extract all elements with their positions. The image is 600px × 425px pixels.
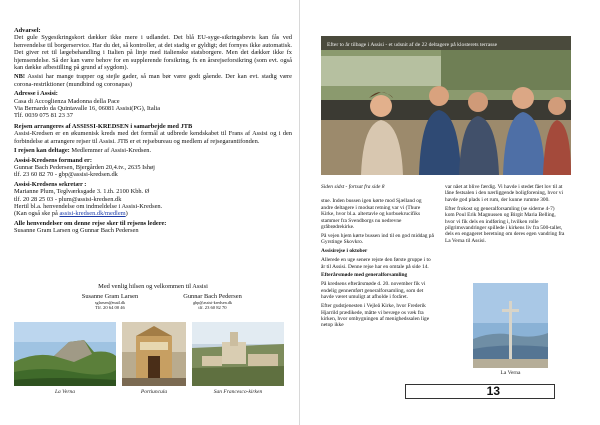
paragraph: På vejen hjem kørte bussen ind til en god middag på Gyrstinge Skovkro.	[321, 232, 434, 246]
section-intro: Siden sidst - fortsat fra side 8	[321, 184, 385, 190]
paragraph: var nået at blive færdig. Vi havde i stedet fået lov til at låne festsalen i den nærliggende boligforening, hvor vi havde god plads i et rum, der kunne rumme 300.	[445, 184, 563, 203]
sekretaer-line: Marianne Plum, Teglværksgade 3. 1.th. 2100 Kbh. Ø	[14, 188, 150, 196]
nb-body: Assisi har mange trapper og stejle gader, så man bør være godt gående. Der kan evt. stadig være corona-restriktioner (mundbind og coronapas)	[14, 73, 292, 88]
adresse-title: Adresse i Assisi:	[14, 90, 58, 98]
sig1-email: sglarsen@mail.dk	[94, 300, 126, 306]
advarsel-title: Advarsel:	[14, 27, 41, 34]
sig1-name: Susanne Gram Larsen	[81, 293, 139, 300]
kan-ogsaa-text: (Kan også ske på	[14, 210, 60, 218]
formand-title: Assisi-Kredsens formand er:	[14, 156, 92, 164]
paragraph: På kredsens efterårsmøde d. 20. november fik vi endelig gennemført generalforsamling, som det havde været umuligt at afholde i foråret.	[321, 281, 426, 301]
formand-line: tlf. 23 60 82 70 - gbp@assisi-kredsen.dk	[14, 171, 118, 179]
paragraph: Efter frokost og generalforsamling (se siderne 4-7) kom Poul Erik Magnussen og Birgit Maria Belling, hvor vi fik dels en indføring i, hvilken rolle pilgrimsvandringer spillede i kirkens liv fra 500-tallet, dels en engageret beretning om deres egen vandring fra La Verna til Assisi.	[445, 205, 565, 244]
advarsel-body: Det gule Sygesikringskort dækker ikke mere i udlandet. Det blå EU-syge-sikringsbevis kan fås ved henvendelse til borgerservice. Har du det, så kontroller, at det stadig er gyldigt; det fornyes ikke automatisk. Det giver ret til lægebehandling i Italien på linje med italienske statsborgere. Men det dækker ikke fx hjemsendelse. Så der kan være behov for en supplerende forsikring, fx en årsrejseforsikring (som evt. også kan dække afbestilling på grund af sygdom).	[14, 34, 292, 72]
signature-2	[160, 293, 265, 311]
alle-title: Alle henvendelser om denne rejse sker til rejsens ledere:	[14, 219, 167, 227]
san-francesco-photo	[192, 322, 284, 386]
portiuncula-photo	[122, 322, 186, 386]
paragraph: Allerede en uge senere rejste den første gruppe i to år til Assisi. Denne rejse har en omtale på side 14.	[321, 257, 431, 270]
photo-caption: Portiuncula	[140, 389, 168, 395]
sekretaer-title: Assisi-Kredsens sekretær :	[14, 180, 87, 188]
signature-1	[55, 293, 165, 311]
kan-ogsaa-end: )	[125, 210, 128, 218]
la-verna-photo	[14, 322, 116, 386]
group-photo	[321, 36, 571, 175]
page-number: 13	[405, 384, 555, 399]
info-text-block	[14, 27, 292, 235]
column-2	[445, 184, 565, 247]
la-verna-caption: La Verna	[500, 370, 521, 376]
paragraph: Efter gudstjenesten i Vejlеå Kirke, hvor Frederik Hjarrild prædikede, måtte vi bevæge os væk fra kirken, hvor ombygningen af menighedssalen lige netop ikke	[321, 303, 430, 329]
hilsen: Med venlig hilsen og velkommen til Assisi	[98, 283, 208, 290]
kontakt-body: Medlemmer af Assisi-Kredsen.	[71, 147, 152, 155]
medlem-link[interactable]: assisi-kredsen.dk/medlem	[59, 210, 126, 218]
nb-label: NB!	[14, 73, 26, 81]
sig2-name: Gunnar Bach Pedersen	[183, 293, 242, 300]
sig2-tel: tlf. 23 60 82 70	[198, 305, 227, 311]
sekretaer-line: Hertil bl.a. henvendelse om indmeldelse i Assisi-Kredsen.	[14, 202, 163, 210]
page-divider	[299, 0, 300, 425]
sig1-tel: Tlf. 20 64 00 46	[95, 305, 125, 311]
la-verna-cross-photo	[473, 283, 548, 368]
alle-body: Susanne Gram Larsen og Gunnar Bach Pedersen	[14, 227, 139, 235]
adresse-line: Tlf. 0039 075 81 23 37	[14, 112, 73, 120]
sig2-email: gbp@assisi-kredsen.dk	[193, 300, 232, 306]
formand-line: Gunnar Bach Pedersen, Bjergården 20,4.tv., 2635 Ishøj	[14, 163, 155, 171]
photo-caption: La Verna	[54, 389, 75, 395]
photo-caption: San Francesco-kirken	[213, 389, 263, 395]
section-heading: Efterårsmøde med generalforsamling	[321, 272, 408, 279]
sekretaer-line: tlf. 20 28 25 03 - plum@assisi-kredsen.dk	[14, 195, 122, 203]
adresse-line: Casa di Accoglienza Madonna della Pace	[14, 97, 120, 105]
column-1	[321, 184, 434, 331]
rejsen-body: Assisi-Kredsen er en økumenisk kreds med det formål at udbrede kendskabet til Frans af Assisi og i den forbindelse at arrangere rejser til Assisi. JTB er et rejsebureau og medlem af rejsegarantifonden.	[14, 130, 292, 145]
paragraph: stue. Inden bussen igen kørte mod Sjælland og andre deltagere i modsat retning var vi (Thure Kirke, hvor bl.a. altertavle og korbuekrucifiks stammer fra Svendborgs nu nedrevne gråbrødrekirke.	[321, 198, 422, 231]
group-photo-caption: Efter to år tilbage i Assisi - et udsnit af de 22 deltagere på klosterets terrasse	[327, 42, 498, 48]
section-heading: Assisirejse i oktober	[321, 248, 368, 255]
kontakt-title: I rejsen kan deltage:	[14, 147, 70, 155]
adresse-line: Via Bernardo da Quintavalle 16, 06081 Assisi(PG), Italia	[14, 105, 161, 113]
rejsen-title: Rejsen arrangeres af ASSISSI-KREDSEN i samarbejde med JTB	[14, 122, 193, 130]
